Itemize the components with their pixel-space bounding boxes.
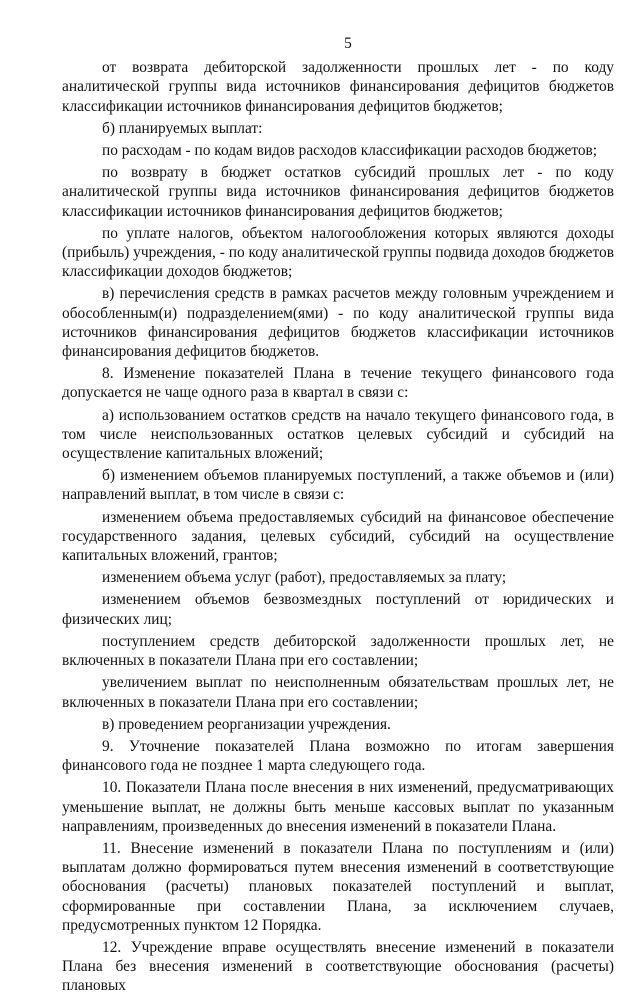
paragraph: б) изменением объемов планируемых поступлений, а также объемов и (или) направлений выплат, в том числе в связи с: [62,467,614,504]
paragraph: в) проведением реорганизации учреждения. [102,715,391,733]
paragraph: б) планируемых выплат: [102,119,263,137]
paragraph: 10. Показатели Плана после внесения в них изменений, предусматривающих уменьшение выплат, не должны быть меньше кассовых выплат по указанным направлениям, произведенных до внесения изменений в показатели Плана. [62,779,614,835]
paragraph: 9. Уточнение показателей Плана возможно по итогам завершения финансового года не позднее 1 марта следующего года. [62,737,614,775]
paragraph: по уплате налогов, объектом налогообложения которых являются доходы (прибыль) учреждения, - по коду аналитической группы подвида доходов бюджетов классификации доходов бюджетов; [62,224,614,281]
page-number: 5 [344,35,352,52]
paragraph: поступлением средств дебиторской задолженности прошлых лет, не включенных в показатели Плана при его составлении; [62,632,614,670]
paragraph: увеличением выплат по неисполненным обязательствам прошлых лет, не включенных в показатели Плана при его составлении; [62,674,614,711]
paragraph: 8. Изменение показателей Плана в течение текущего финансового года допускается не чаще одного раза в квартал в связи с: [62,365,614,402]
paragraph: 12. Учреждение вправе осуществлять внесение изменений в показатели Плана без внесения изменений в соответствующие обоснования (расчеты) плановых [62,938,614,995]
paragraph: по возврату в бюджет остатков субсидий прошлых лет - по коду аналитической группы вида источников финансирования дефицитов бюджетов классификации источников финансирования дефицитов бюджетов; [62,164,614,220]
paragraph: а) использованием остатков средств на начало текущего финансового года, в том числе неиспользованных остатков целевых субсидий и субсидий на осуществление капитальных вложений; [62,406,614,463]
paragraph: по расходам - по кодам видов расходов классификации расходов бюджетов; [102,142,598,160]
paragraph: 11. Внесение изменений в показатели Плана по поступлениям и (или) выплатам должно формироваться путем внесения изменений в соответствующие обоснования (расчеты) плановых показателей поступлений и выплат, сформированные при составлении Плана, за исключением случаев, предусмотренных пунктом 12 Порядка. [62,839,614,934]
paragraph: изменением объемов безвозмездных поступлений от юридических и физических лиц; [62,591,614,628]
paragraph: изменением объема услуг (работ), предоставляемых за плату; [102,569,507,587]
paragraph: от возврата дебиторской задолженности прошлых лет - по коду аналитической группы вида источников финансирования дефицитов бюджетов классификации источников финансирования дефицитов бюджетов; [62,59,614,115]
paragraph: изменением объема предоставляемых субсидий на финансовое обеспечение государственного задания, целевых субсидий, субсидий на осуществление капитальных вложений, грантов; [62,508,614,565]
paragraph: в) перечисления средств в рамках расчетов между головным учреждением и обособленным(и) подразделением(ями) - по коду аналитической группы вида источников финансирования дефицитов бюджетов классификации источников финансирования дефицитов бюджетов. [62,285,614,361]
document-page [62,34,614,996]
